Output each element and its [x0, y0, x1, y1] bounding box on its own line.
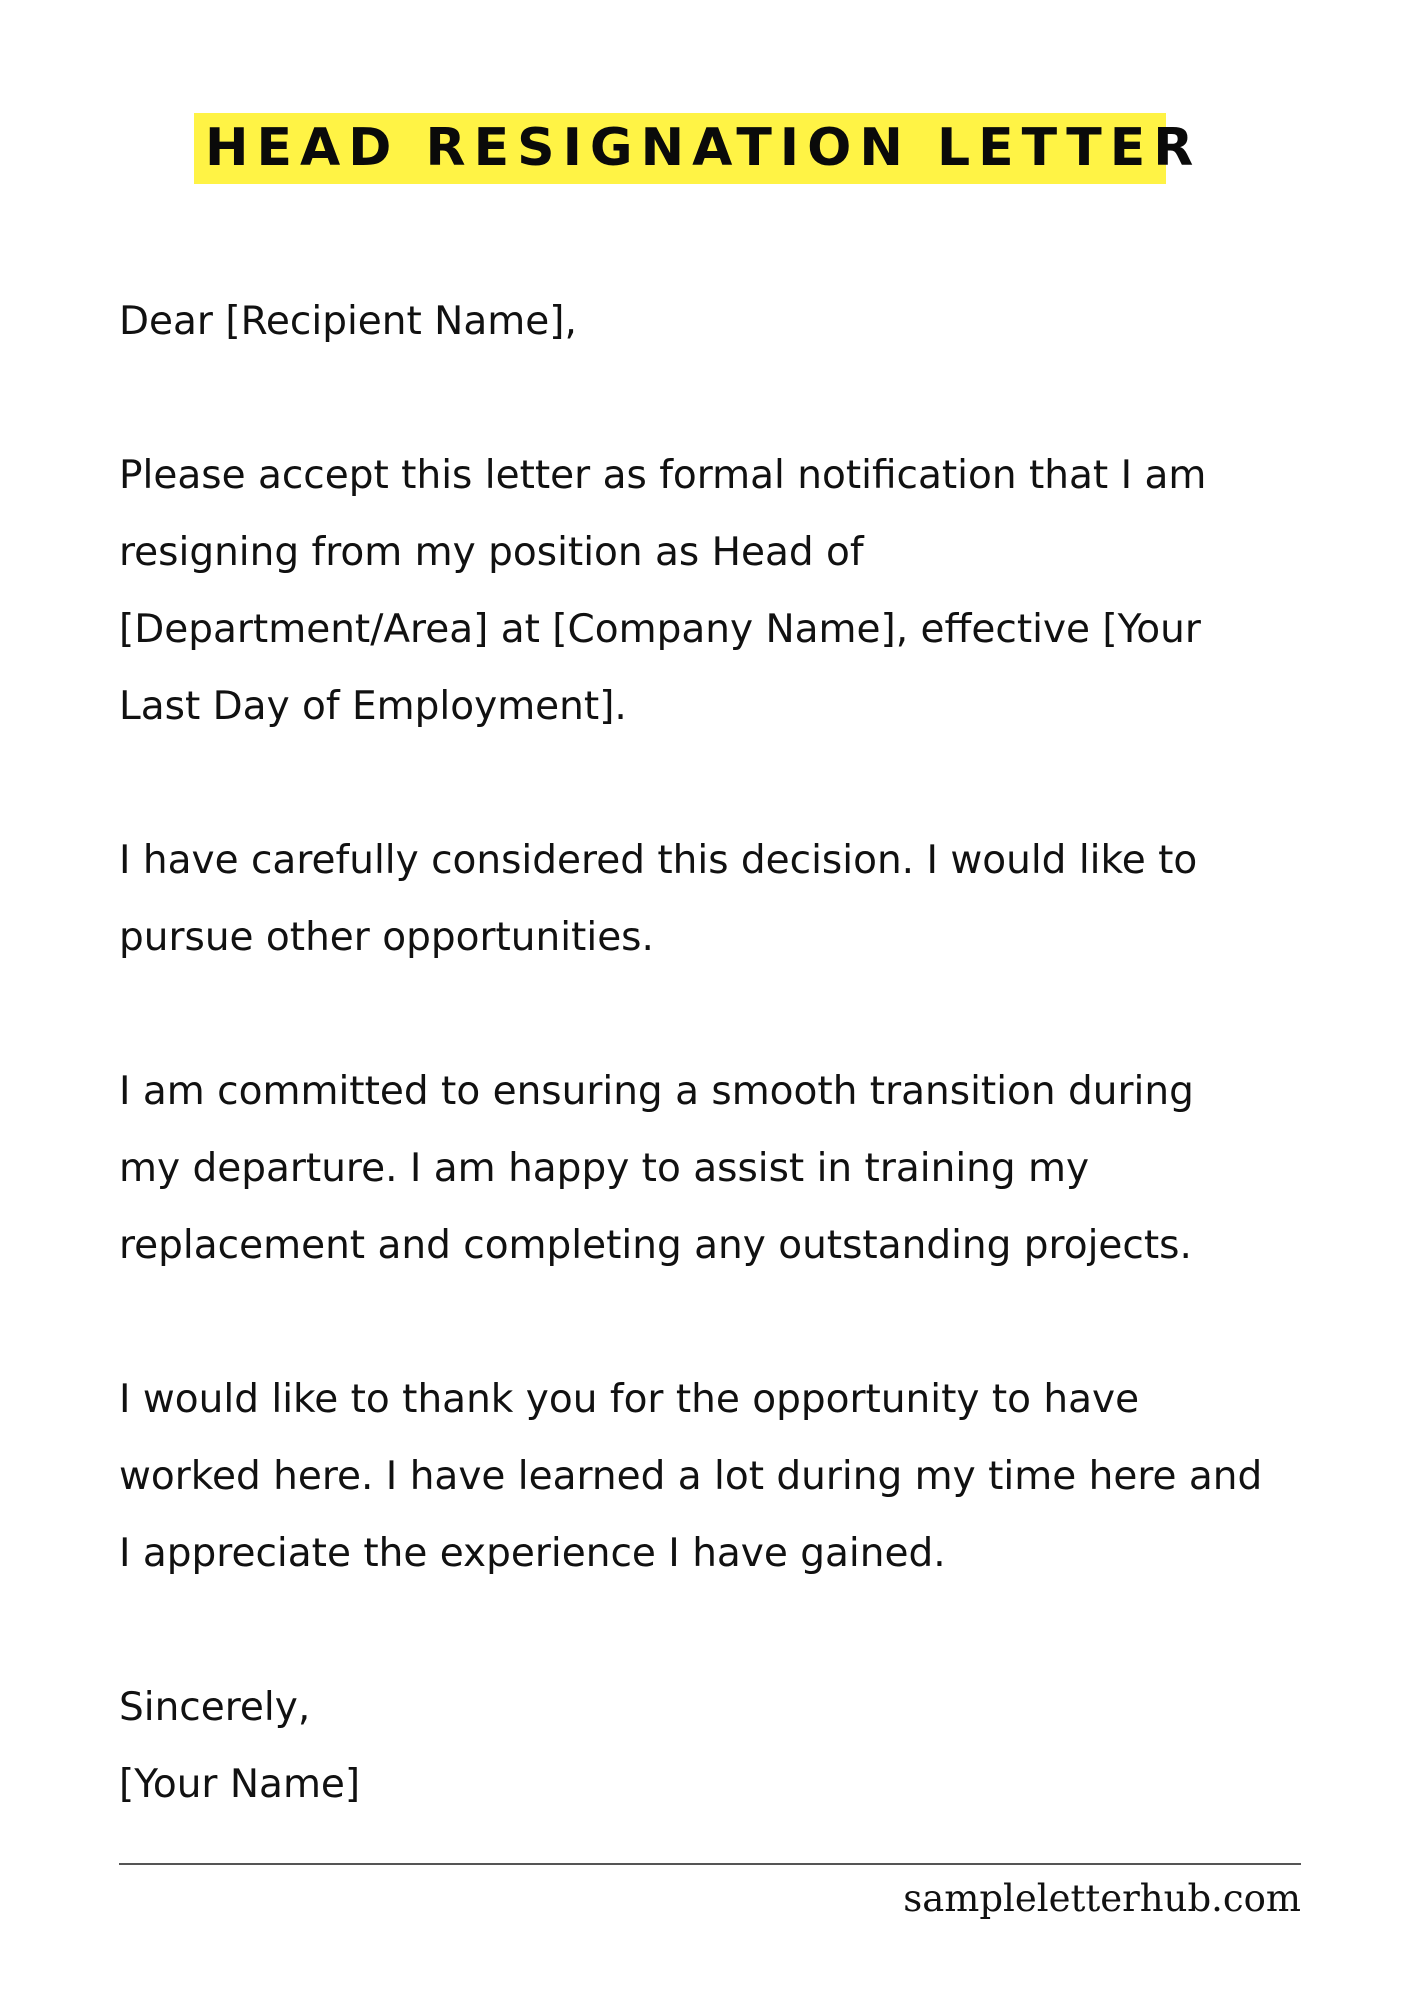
paragraph-line: [Department/Area] at [Company Name], effective [Your	[119, 607, 1201, 652]
paragraph-line: my departure. I am happy to assist in training my	[119, 1146, 1090, 1191]
paragraph-line: I have carefully considered this decision. I would like to	[119, 838, 1198, 883]
paragraph-line: pursue other opportunities.	[119, 915, 654, 960]
paragraph-transition	[119, 1053, 1359, 1284]
footer-divider	[119, 1863, 1301, 1865]
footer-website: sampleletterhub.com	[903, 1877, 1301, 1920]
paragraph-line: resigning from my position as Head of	[119, 530, 864, 575]
paragraph-line: worked here. I have learned a lot during my time here and	[119, 1454, 1263, 1499]
page-title: HEAD RESIGNATION LETTER	[205, 118, 1202, 178]
paragraph-line: I am committed to ensuring a smooth transition during	[119, 1069, 1194, 1114]
paragraph-line: replacement and completing any outstanding projects.	[119, 1223, 1192, 1268]
paragraph-decision	[119, 822, 1359, 976]
closing-line: Sincerely,	[119, 1685, 311, 1730]
paragraph-notification	[119, 437, 1359, 745]
salutation-line: Dear [Recipient Name],	[119, 299, 577, 344]
salutation	[119, 283, 1359, 360]
signature-line: [Your Name]	[119, 1762, 361, 1807]
closing-block	[119, 1669, 1359, 1823]
letter-body	[119, 283, 1359, 1823]
paragraph-line: I would like to thank you for the opportunity to have	[119, 1377, 1140, 1422]
paragraph-line: Please accept this letter as formal notification that I am	[119, 453, 1207, 498]
paragraph-thanks	[119, 1361, 1359, 1592]
paragraph-line: Last Day of Employment].	[119, 684, 627, 729]
paragraph-line: I appreciate the experience I have gained.	[119, 1531, 946, 1576]
